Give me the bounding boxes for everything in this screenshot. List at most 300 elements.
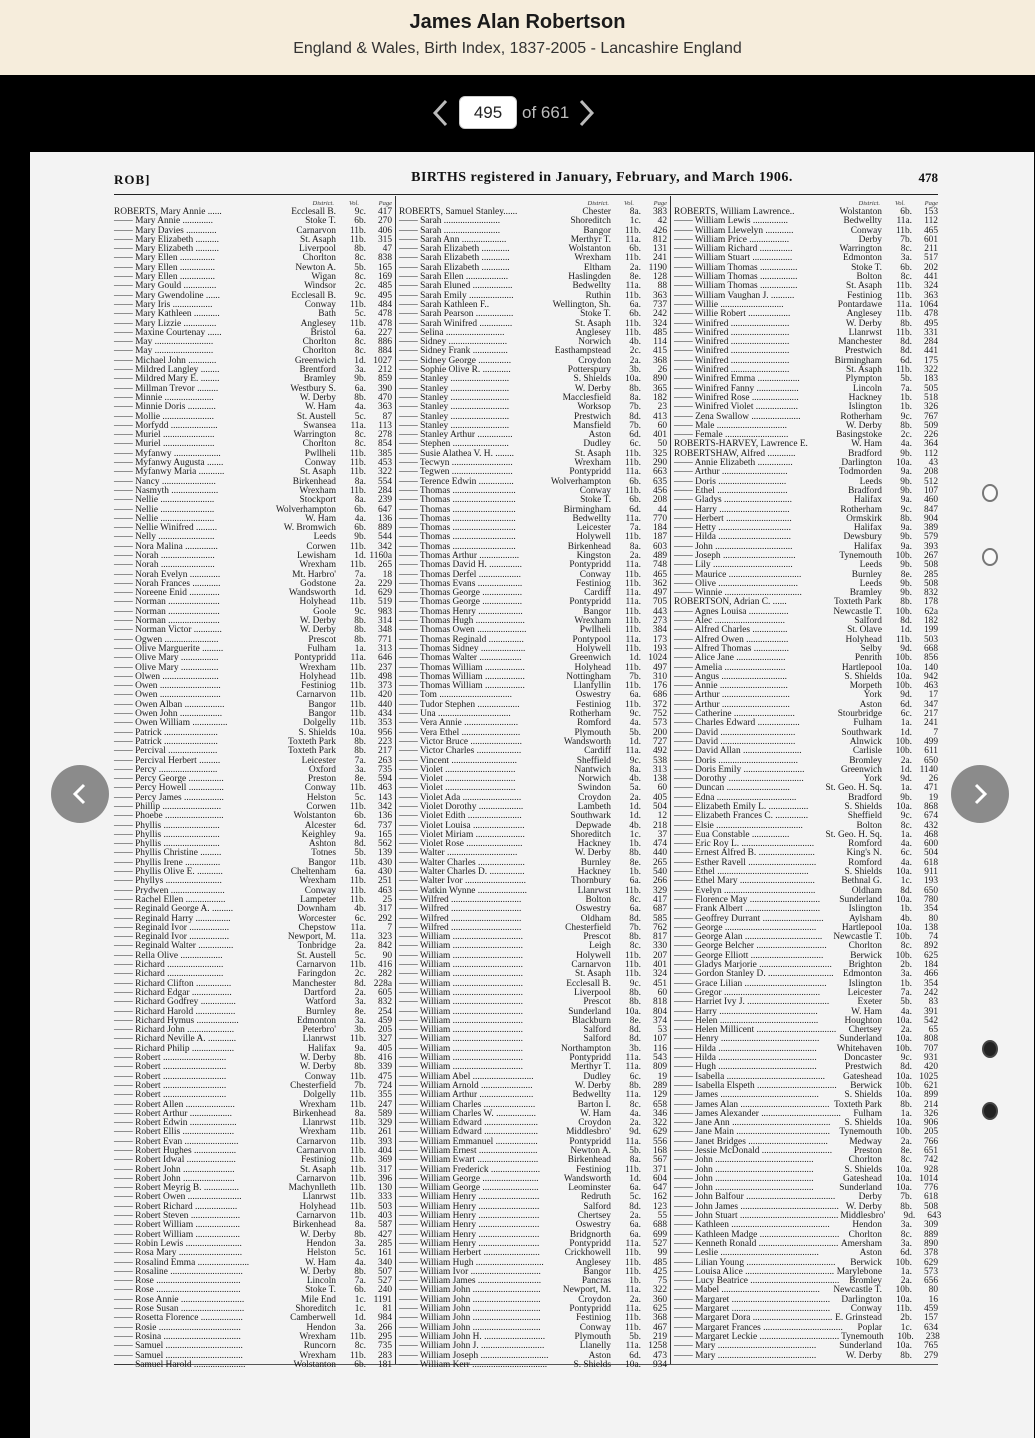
entry-page: 355 <box>377 1090 392 1101</box>
entry-page: 183 <box>923 374 938 385</box>
entry-volume: 11b. <box>624 699 641 710</box>
entry-volume: 11a. <box>625 588 641 599</box>
entry-page: 931 <box>923 1053 938 1064</box>
entry-name: ROBERTS, Mary Annie ...... <box>114 207 222 217</box>
entry-district: Cardiff <box>584 588 611 599</box>
entry-volume: 8d. <box>629 1201 641 1212</box>
next-image-button[interactable] <box>951 765 1009 823</box>
entry-name: —— Norah Evelyn ............. <box>114 569 221 580</box>
entry-volume: 5c. <box>629 1192 641 1203</box>
entry-name: —— Stanley Arthur ............... <box>399 430 513 441</box>
entry-district: Stoke T. <box>580 309 611 320</box>
entry-volume: 11b. <box>349 1099 366 1110</box>
entry-page: 585 <box>652 913 667 924</box>
entry-name: —— William .............................. <box>399 1025 523 1036</box>
entry-name: —— William .............................. <box>399 1062 523 1073</box>
entry-volume: 8a. <box>629 764 641 775</box>
entry-volume: 9c. <box>900 411 912 422</box>
entry-name: —— Walter Ivor .......................... <box>399 876 526 887</box>
entry-district: Hendon <box>306 1238 336 1249</box>
entry-volume: 9c. <box>354 207 366 217</box>
entry-volume: 9b. <box>354 532 366 543</box>
entry-volume: 11a. <box>350 653 366 664</box>
entry-district: Salford <box>583 1034 611 1045</box>
entry-page: 742 <box>923 1155 938 1166</box>
entry-name: —— John .......................................... <box>674 1183 814 1194</box>
entry-name: —— Owen John .................. <box>114 709 223 720</box>
entry-page: 212 <box>377 365 392 376</box>
entry-volume: 9b. <box>900 448 912 459</box>
entry-page: 634 <box>923 1322 938 1333</box>
entry-volume: 11b. <box>349 458 366 469</box>
entry-volume: 1d. <box>900 625 912 636</box>
entry-volume: 11b. <box>349 1211 366 1222</box>
entry-name: —— Margaret .......................................... <box>674 1304 831 1315</box>
entry-volume: 11b. <box>895 309 912 320</box>
entry-name: —— Sarah ........................ <box>399 216 501 227</box>
entry-district: Anglesey <box>300 318 336 329</box>
entry-district: Oswestry <box>575 904 611 915</box>
entry-volume: 7a. <box>354 755 366 766</box>
entry-page: 55 <box>657 1211 667 1222</box>
entry-page: 309 <box>923 1220 938 1231</box>
entry-district: Wrexham <box>299 1350 336 1361</box>
entry-page: 368 <box>652 1313 667 1324</box>
entry-district: Ormskirk <box>846 513 882 524</box>
entry-name: —— Leslie .......................................... <box>674 1248 819 1259</box>
entry-page: 471 <box>923 783 938 794</box>
entry-page: 270 <box>377 216 392 227</box>
entry-name: —— Herbert ............................ <box>674 513 792 524</box>
entry-name: —— Norah Frances ............ <box>114 578 221 589</box>
entry-name: —— Angus ............................ <box>674 671 788 682</box>
entry-page: 261 <box>377 1127 392 1138</box>
entry-volume: 10b. <box>895 1127 912 1138</box>
entry-name: —— Wilfred .............................. <box>399 913 522 924</box>
entry-page: 389 <box>923 523 938 534</box>
entry-page: 804 <box>652 1006 667 1017</box>
entry-name: —— Gregor ......................................... <box>674 987 821 998</box>
entry-district: Prescot <box>583 932 611 943</box>
entry-district: Leeds <box>313 532 336 543</box>
entry-name: —— Phyllis ........................ <box>114 829 220 840</box>
entry-volume: 9b. <box>900 532 912 543</box>
entry-name: —— James Alexander .................................. <box>674 1108 841 1119</box>
entry-district: Dewsbury <box>843 532 882 543</box>
entry-volume: 8d. <box>629 1034 641 1045</box>
entry-page: 205 <box>377 1025 392 1036</box>
entry-page: 518 <box>923 392 938 403</box>
entry-page: 495 <box>377 290 392 301</box>
entry-district: Pontypridd <box>569 1136 611 1147</box>
entry-volume: 11b. <box>624 643 641 654</box>
entry-district: W. Ham <box>305 402 336 413</box>
entry-page: 228a <box>373 978 392 989</box>
entry-page: 226 <box>923 430 938 441</box>
entry-page: 727 <box>652 736 667 747</box>
entry-volume: 6b. <box>900 207 912 217</box>
column-divider <box>395 196 396 1364</box>
entry-page: 325 <box>652 448 667 459</box>
entry-volume: 8d. <box>629 913 641 924</box>
entry-page: 136 <box>377 513 392 524</box>
entry-volume: 6d. <box>629 1350 641 1361</box>
entry-district: Fulham <box>853 718 882 729</box>
entry-page: 1191 <box>373 1294 392 1305</box>
entry-name: —— Hilda .......................................... <box>674 1053 817 1064</box>
entry-name: —— Robert Richard .................. <box>114 1201 238 1212</box>
entry-name: —— William John ............................. <box>399 1294 541 1305</box>
entry-name: —— Tom ............................... <box>399 690 512 701</box>
entry-volume: 1a. <box>354 643 366 654</box>
entry-district: Toxteth Park <box>287 736 336 747</box>
entry-district: Newcastle T. <box>833 932 882 943</box>
entry-district: Conway <box>304 1071 336 1082</box>
entry-district: St. Asaph <box>575 969 611 980</box>
entry-page: 265 <box>652 857 667 868</box>
entry-district: Derby <box>858 234 882 245</box>
entry-district: St. Austell <box>296 950 336 961</box>
entry-district: Middlesbro' <box>566 1127 611 1138</box>
entry-volume: 11b. <box>349 1183 366 1194</box>
entry-district: S. Shields <box>844 867 882 878</box>
entry-name: —— Alfred Charles ............... <box>674 625 788 636</box>
entry-district: Liverpool <box>574 987 611 998</box>
entry-name: —— Margaret Leckie .................................. <box>674 1331 840 1342</box>
entry-name: —— Alice Jane ..................... <box>674 653 786 664</box>
entry-volume: 10a. <box>896 867 912 878</box>
entry-district: Sunderland <box>839 894 882 905</box>
entry-volume: 9a. <box>354 829 366 840</box>
entry-district: Hartlepool <box>841 922 882 933</box>
entry-volume: 7a. <box>629 523 641 534</box>
entry-name: —— Arthur ............................. <box>674 699 790 710</box>
entry-page: 425 <box>652 1266 667 1277</box>
entry-page: 12 <box>657 811 667 822</box>
entry-page: 567 <box>652 1155 667 1166</box>
entry-name: —— Percival ..................... <box>114 746 218 757</box>
entry-name: —— William Llewelyn ............ <box>674 225 794 236</box>
entry-district: Wandsworth <box>563 1173 611 1184</box>
entry-page: 651 <box>923 1145 938 1156</box>
entry-volume: 11b. <box>349 1350 366 1361</box>
entry-district: Norwich <box>578 774 611 785</box>
entry-volume: 9d. <box>900 690 912 701</box>
entry-page: 193 <box>923 876 938 887</box>
entry-district: St. Asaph <box>846 365 882 376</box>
entry-district: Carnarvon <box>296 1145 336 1156</box>
entry-page: 621 <box>923 1080 938 1091</box>
entry-name: —— Robert Allen ..................... <box>114 1099 235 1110</box>
entry-page: 838 <box>377 253 392 264</box>
entry-volume: 11b. <box>349 894 366 905</box>
entry-district: Fulham <box>853 1108 882 1119</box>
entry-volume: 10b. <box>895 736 912 747</box>
entry-page: 181 <box>377 1359 392 1370</box>
entry-district: Watford <box>305 997 336 1008</box>
entry-district: Manchester <box>838 337 882 348</box>
index-column-3 <box>674 200 942 1364</box>
entry-district: Worksop <box>577 402 611 413</box>
entry-name: —— Una ............................... <box>399 709 511 720</box>
entry-page: 385 <box>377 448 392 459</box>
entry-page: 202 <box>923 262 938 273</box>
entry-volume: 2c. <box>629 346 641 357</box>
entry-name: —— Thomas Hugh ..................... <box>399 616 525 627</box>
entry-page: 601 <box>923 234 938 245</box>
entry-volume: 3a. <box>900 969 912 980</box>
entry-page: 187 <box>652 532 667 543</box>
entry-volume: 10a. <box>896 802 912 812</box>
entry-name: —— Muriel ...................... <box>114 439 215 450</box>
entry-name: —— Rosaline ............................... <box>114 1266 243 1277</box>
entry-district: Warrington <box>293 430 336 441</box>
entry-district: Conway <box>304 299 336 310</box>
index-column-2 <box>399 200 667 1370</box>
entry-volume: 8c. <box>900 244 912 255</box>
entry-page: 223 <box>377 736 392 747</box>
entry-volume: 4b. <box>629 337 641 348</box>
entry-district: Conway <box>304 885 336 896</box>
column-divider <box>670 196 671 1364</box>
entry-name: —— Robert Steven ..................... <box>114 1211 241 1222</box>
entry-name: —— Nellie ....................... <box>114 495 215 506</box>
entry-name: —— Robert William ................... <box>114 1229 241 1240</box>
entry-volume: 7b. <box>354 1080 366 1091</box>
entry-name: —— Thomas ........................... <box>399 485 516 496</box>
entry-name: —— William Herbert ........................ <box>399 1248 540 1259</box>
entry-volume: 8b. <box>900 420 912 431</box>
entry-district: Chorlton <box>302 337 336 348</box>
entry-volume: 8c. <box>354 272 366 283</box>
entry-page: 363 <box>377 402 392 413</box>
entry-name: —— David ................................ <box>674 727 796 738</box>
entry-volume: 6b. <box>629 309 641 320</box>
entry-name: —— Walter Charles D. ............... <box>399 867 525 878</box>
entry-page: 360 <box>652 1294 667 1305</box>
entry-page: 365 <box>652 383 667 394</box>
entry-volume: 11b. <box>624 318 641 329</box>
entry-page: 808 <box>923 1034 938 1045</box>
entry-name: —— Hilda ............................... <box>674 532 791 543</box>
entry-volume: 5c. <box>354 309 366 320</box>
entry-district: Chester <box>582 207 611 217</box>
entry-name: —— Violet Miriam ..................... <box>399 829 525 840</box>
entry-district: Helston <box>306 792 336 803</box>
entry-volume: 11a. <box>625 597 641 608</box>
entry-name: —— Mary Ellen ............... <box>114 272 216 283</box>
entry-page: 60 <box>657 987 667 998</box>
entry-district: Holyhead <box>299 1201 336 1212</box>
previous-page-chevron-icon[interactable] <box>430 98 452 128</box>
entry-volume: 10b. <box>897 1331 914 1342</box>
entry-page: 663 <box>652 467 667 478</box>
entry-name: —— Nelly ........................ <box>114 532 215 543</box>
entry-name: ROBERTS-HARVEY, Lawrence E. <box>674 439 808 450</box>
entry-district: Greenwich <box>569 653 611 664</box>
entry-page: 892 <box>923 941 938 952</box>
entry-page: 767 <box>923 411 938 422</box>
entry-volume: 6a. <box>629 1220 641 1231</box>
entry-name: —— Doris .................................. <box>674 755 798 766</box>
entry-page: 184 <box>652 523 667 534</box>
entry-district: Chepstow <box>298 922 336 933</box>
entry-volume: 8d. <box>354 978 366 989</box>
entry-district: Selby <box>860 643 882 654</box>
entry-district: Stoke T. <box>580 495 611 506</box>
entry-page: 451 <box>652 978 667 989</box>
entry-page: 153 <box>923 207 938 217</box>
entry-page: 1027 <box>373 355 392 366</box>
entry-district: W. Derby <box>299 1229 336 1240</box>
entry-volume: 8b. <box>900 1099 912 1110</box>
entry-name: —— Eric Roy L. ............................... <box>674 839 815 850</box>
entry-page: 241 <box>923 718 938 729</box>
entry-volume: 9c. <box>629 709 641 720</box>
entry-name: —— Winifred Emma .................. <box>674 374 800 385</box>
entry-page: 647 <box>377 504 392 515</box>
entry-district: Croydon <box>578 1118 611 1129</box>
entry-volume: 8b. <box>354 244 366 255</box>
entry-volume: 8b. <box>900 1350 912 1361</box>
entry-page: 832 <box>377 997 392 1008</box>
entry-district: W. Derby <box>845 318 882 329</box>
entry-volume: 7a. <box>354 569 366 580</box>
entry-volume: 8c. <box>900 820 912 831</box>
entry-volume: 3a. <box>354 1322 366 1333</box>
entry-district: Aylsham <box>849 913 882 924</box>
entry-district: Stockport <box>299 495 336 506</box>
entry-volume: 5b. <box>629 1145 641 1156</box>
entry-volume: 2a. <box>629 792 641 803</box>
entry-district: York <box>863 690 882 701</box>
entry-page: 809 <box>652 1062 667 1073</box>
entry-page: 143 <box>377 792 392 803</box>
entry-volume: 9a. <box>900 495 912 506</box>
entry-page: 605 <box>377 987 392 998</box>
entry-volume: 11a. <box>896 216 912 227</box>
page-number-input[interactable] <box>459 96 517 129</box>
entry-district: Ecclesall B. <box>291 207 336 217</box>
entry-name: —— Alfred Owen .................. <box>674 634 789 645</box>
entry-name: —— Robert Edwin .................... <box>114 1118 237 1129</box>
entry-district: Stoke T. <box>851 262 882 273</box>
entry-volume: 8b. <box>354 736 366 747</box>
entry-page: 16 <box>928 1294 938 1305</box>
entry-page: 489 <box>652 550 667 561</box>
entry-name: —— Mary Ellen ............... <box>114 262 216 273</box>
previous-image-button[interactable] <box>51 765 109 823</box>
entry-volume: 1b. <box>900 402 912 413</box>
entry-district: Pontypridd <box>569 467 611 478</box>
entry-district: Godstone <box>300 578 336 589</box>
entry-name: —— Doris Emily .......................... <box>674 764 805 775</box>
entry-page: 37 <box>657 829 667 840</box>
entry-page: 687 <box>652 904 667 915</box>
entry-name: —— Noreene Enid ............. <box>114 588 220 599</box>
index-entry <box>399 1361 667 1370</box>
entry-district: Downham <box>296 904 336 915</box>
entry-page: 587 <box>377 1220 392 1231</box>
entry-volume: 4b. <box>354 904 366 915</box>
entry-volume: 7a. <box>900 987 912 998</box>
entry-page: 242 <box>652 309 667 320</box>
entry-page: 18 <box>382 569 392 580</box>
entry-page: 219 <box>652 1331 667 1342</box>
entry-district: Penrith <box>854 653 882 664</box>
entry-volume: 2a. <box>900 755 912 766</box>
entry-volume: 6c. <box>900 709 912 720</box>
entry-district: Dolgelly <box>303 718 336 729</box>
entry-district: Amersham <box>840 1238 882 1249</box>
entry-page: 114 <box>653 337 667 348</box>
entry-page: 1160a <box>369 550 392 561</box>
entry-volume: 11b. <box>624 485 641 496</box>
entry-volume: 2b. <box>900 960 912 971</box>
entry-district: Aston <box>588 1350 611 1361</box>
entry-district: S. Shields <box>844 1164 882 1175</box>
entry-volume: 6a. <box>354 383 366 394</box>
entry-page: 129 <box>652 1090 667 1101</box>
entry-name: —— Thomas William ................. <box>399 662 525 673</box>
entry-volume: 1b. <box>629 839 641 850</box>
entry-district: S. Shields <box>298 727 336 738</box>
entry-district: Halifax <box>853 523 882 534</box>
entry-district: Mt. Harbro' <box>292 569 336 580</box>
entry-name: —— William John H. .......................... <box>399 1331 546 1342</box>
entry-page: 353 <box>377 718 392 729</box>
entry-name: —— William Charles ...................... <box>399 1099 536 1110</box>
entry-district: Lampeter <box>300 894 336 905</box>
entry-page: 238 <box>925 1331 940 1342</box>
entry-name: —— Owen Alban ................. <box>114 699 225 710</box>
entry-page: 229 <box>377 578 392 589</box>
entry-name: —— Owen .......................... <box>114 690 221 701</box>
entry-volume: 6a. <box>629 690 641 701</box>
entry-volume: 11b. <box>349 681 366 692</box>
entry-volume: 8c. <box>629 941 641 952</box>
entry-page: 218 <box>652 820 667 831</box>
entry-volume: 11b. <box>349 960 366 971</box>
entry-district: Chertsey <box>848 1025 882 1036</box>
entry-page: 310 <box>652 671 667 682</box>
entry-page: 162 <box>652 1192 667 1203</box>
entry-page: 467 <box>652 1322 667 1333</box>
entry-name: —— Helen Millicent .................................. <box>674 1025 837 1036</box>
next-page-chevron-icon[interactable] <box>575 98 597 128</box>
entry-district: Leeds <box>859 578 882 589</box>
entry-district: Worcester <box>298 913 336 924</box>
entry-district: Cheltenham <box>290 867 336 878</box>
entry-volume: 11b. <box>349 541 366 552</box>
entry-district: Croydon <box>578 355 611 366</box>
entry-district: E. Grinstead <box>835 1313 882 1324</box>
entry-name: —— Ernest Alfred B. ........................ <box>674 848 815 859</box>
entry-page: 363 <box>923 290 938 301</box>
entry-district: Anglesey <box>846 309 882 320</box>
binder-hole <box>982 484 998 502</box>
entry-page: 322 <box>652 1285 667 1296</box>
entry-district: Holyhead <box>299 671 336 682</box>
entry-district: St. Asaph <box>846 281 882 292</box>
entry-volume: 1b. <box>629 1276 641 1287</box>
entry-page: 752 <box>652 709 667 720</box>
entry-name: —— Sarah ........................ <box>399 225 501 236</box>
entry-volume: 11a. <box>625 1062 641 1073</box>
entry-volume: 8c. <box>354 439 366 450</box>
entry-volume: 11b. <box>624 1266 641 1277</box>
entry-district: Nantwich <box>574 764 611 775</box>
